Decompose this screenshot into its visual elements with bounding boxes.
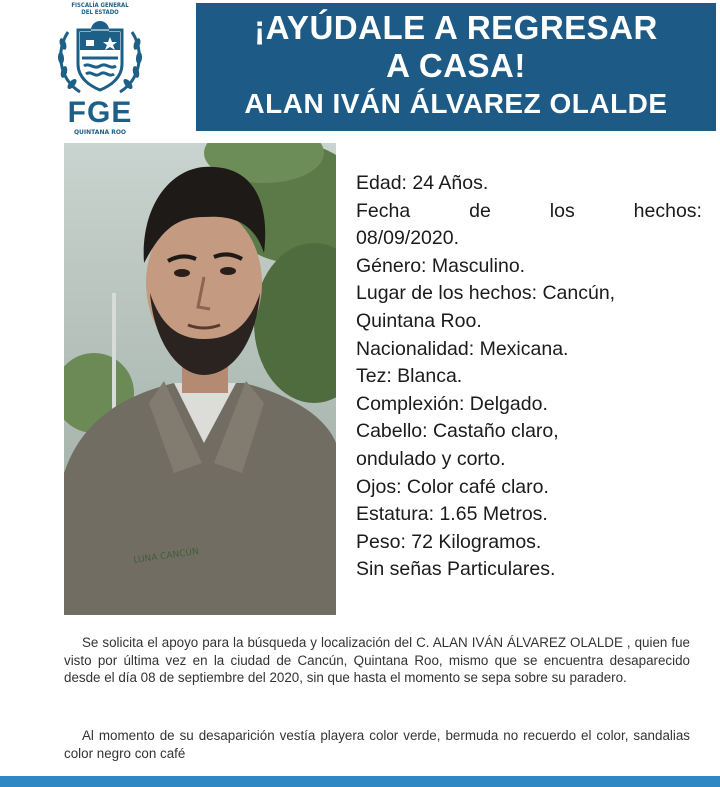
state-seal-icon xyxy=(54,20,146,98)
header-banner xyxy=(196,3,716,131)
logo-bottom-text: QUINTANA ROO xyxy=(73,129,127,136)
paragraph-1-text: Se solicita el apoyo para la búsqueda y localización del C. ALAN IVÁN ÁLVAREZ OLALDE , quien fue visto por última vez en la ciudad de Cancún, Quintana Roo, mismo que se encuentra desaparecido desde el día 08 de septiembre del 2020, sin que hasta el momento se sepa sobre su paradero. xyxy=(64,635,690,686)
detail-genero: Género: Masculino. xyxy=(356,254,526,277)
detail-cabello-2: ondulado y corto. xyxy=(356,447,506,470)
detail-senas: Sin señas Particulares. xyxy=(356,558,556,581)
missing-person-photo xyxy=(64,143,336,615)
detail-complexion: Complexión: Delgado. xyxy=(356,392,548,415)
clothing-paragraph xyxy=(64,727,690,762)
paragraph-2-text: Al momento de su desaparición vestía playera color verde, bermuda no recuerdo el color, sandalias color negro con café xyxy=(64,728,690,761)
banner-line-1: ¡AYÚDALE A REGRESAR xyxy=(254,9,658,46)
fecha-word-4: hechos: xyxy=(633,199,702,222)
shirt-badge-text: LUNA CANCÚN xyxy=(133,546,200,566)
detail-tez: Tez: Blanca. xyxy=(356,365,463,388)
missing-person-name: ALAN IVÁN ÁLVAREZ OLALDE xyxy=(244,88,668,119)
detail-lugar-2: Quintana Roo. xyxy=(356,309,482,332)
detail-peso: Peso: 72 Kilogramos. xyxy=(356,530,542,553)
detail-estatura: Estatura: 1.65 Metros. xyxy=(356,503,548,526)
detail-fecha-label xyxy=(356,198,702,226)
fecha-word-3: los xyxy=(549,199,575,222)
fecha-word-1: Fecha xyxy=(356,199,411,222)
detail-cabello-1: Cabello: Castaño claro, xyxy=(356,420,559,443)
banner-line-2: A CASA! xyxy=(386,47,526,84)
search-request-paragraph xyxy=(64,634,690,687)
detail-fecha-value: 08/09/2020. xyxy=(356,227,460,250)
logo-acronym: FGE xyxy=(67,96,133,129)
logo-top-text: FISCALÍA GENERAL DEL ESTADO xyxy=(71,2,129,16)
detail-ojos: Ojos: Color café claro. xyxy=(356,475,549,498)
detail-edad: Edad: 24 Años. xyxy=(356,172,489,194)
detail-nacionalidad: Nacionalidad: Mexicana. xyxy=(356,337,569,360)
detail-lugar-1: Lugar de los hechos: Cancún, xyxy=(356,282,616,305)
person-details xyxy=(356,170,702,584)
bottom-bar xyxy=(0,776,720,787)
fecha-word-2: de xyxy=(469,199,491,222)
fge-logo xyxy=(40,2,160,134)
